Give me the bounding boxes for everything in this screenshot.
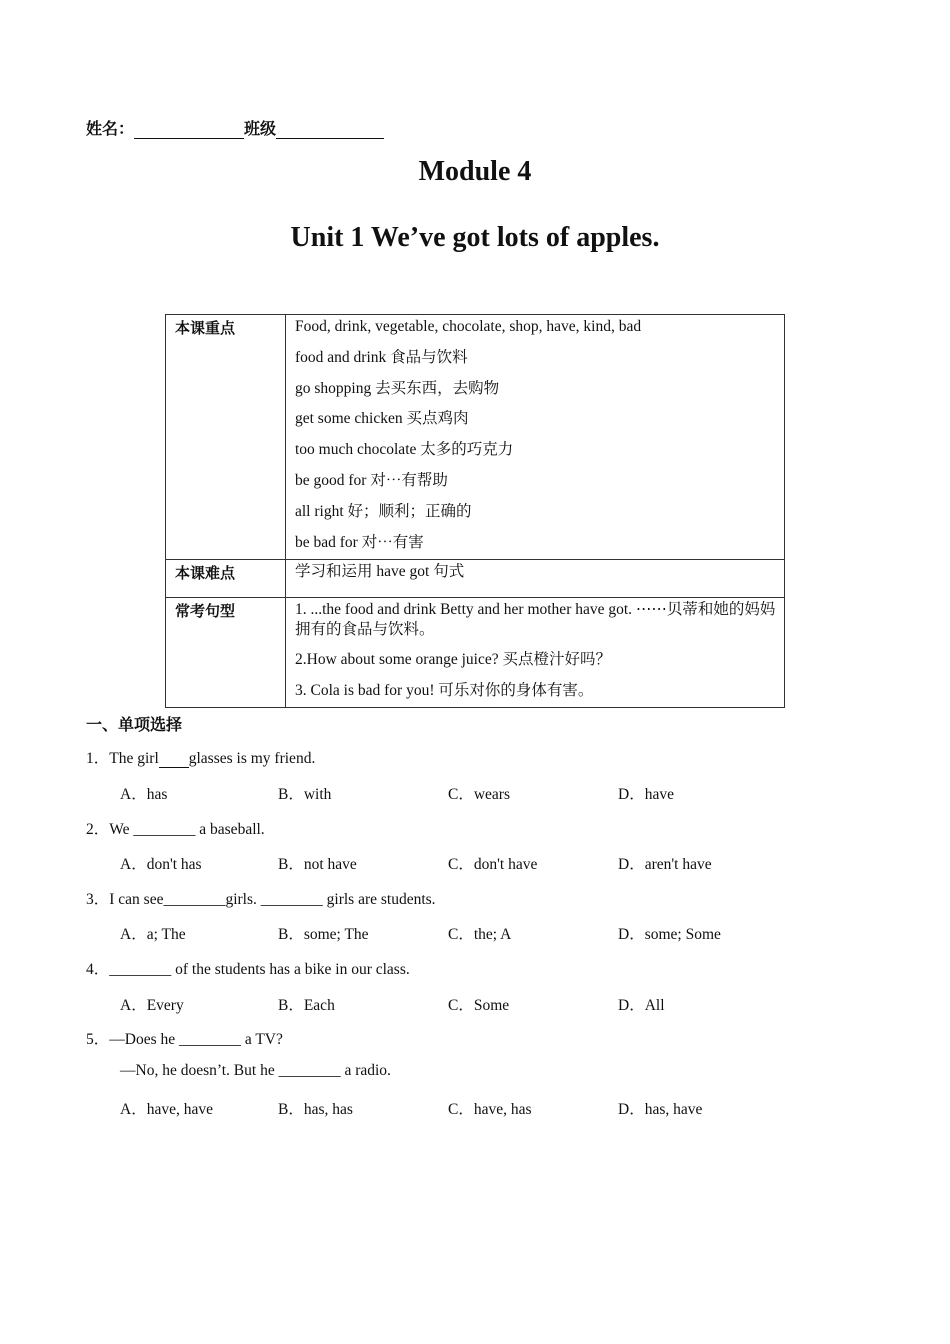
option-a[interactable]: A．don't has <box>120 856 202 873</box>
key-line: too much chocolate 太多的巧克力 <box>295 441 514 459</box>
key-line: be good for 对⋯有帮助 <box>295 471 448 489</box>
question-5: 5．—Does he ________ a TV? <box>86 1031 283 1048</box>
option-c[interactable]: C．Some <box>448 997 510 1014</box>
difficulty-line: 学习和运用 have got 句式 <box>295 562 465 580</box>
key-line: be bad for 对⋯有害 <box>295 533 424 551</box>
lesson-key-table <box>165 314 785 708</box>
option-b[interactable]: B．not have <box>278 856 357 873</box>
difficulty-content <box>286 559 785 597</box>
option-c[interactable]: C．wears <box>448 786 510 803</box>
option-d[interactable]: D．has, have <box>618 1101 703 1118</box>
unit-title: Unit 1 We’ve got lots of apples. <box>290 222 660 253</box>
question-2-options <box>120 852 820 872</box>
class-blank[interactable] <box>276 122 384 139</box>
question-5-reply: —No, he doesn’t. But he ________ a radio. <box>120 1062 391 1079</box>
key-line: food and drink 食品与饮料 <box>295 348 468 366</box>
class-label: 班级 <box>244 119 277 138</box>
table-row-difficulty <box>166 559 785 597</box>
sentence-line: 1. ...the food and drink Betty and her mother have got. ⋯⋯贝蒂和她的妈妈拥有的食品与饮料。 <box>295 600 776 638</box>
question-1-blank[interactable] <box>159 752 189 768</box>
question-1-stem-pre: 1．The girl <box>86 750 159 767</box>
option-a[interactable]: A．a; The <box>120 926 186 943</box>
sentence-line: 2.How about some orange juice? 买点橙汁好吗？ <box>295 651 611 669</box>
section-heading: 一、单项选择 <box>86 715 183 734</box>
key-line: all right 好；顺利；正确的 <box>295 502 472 520</box>
question-1-options <box>120 782 820 802</box>
option-c[interactable]: C．don't have <box>448 856 538 873</box>
name-label: 姓名： <box>86 119 135 138</box>
option-a[interactable]: A．have, have <box>120 1101 213 1118</box>
key-line: Food, drink, vegetable, chocolate, shop, have, kind, bad <box>295 318 642 335</box>
table-row-sentences <box>166 597 785 708</box>
module-title: Module 4 <box>418 156 532 187</box>
option-c[interactable]: C．have, has <box>448 1101 532 1118</box>
key-points-content <box>286 315 785 560</box>
question-5-options <box>120 1097 820 1117</box>
sentences-content <box>286 597 785 708</box>
difficulty-label: 本课难点 <box>166 559 286 597</box>
option-d[interactable]: D．have <box>618 786 674 803</box>
question-2: 2．We ________ a baseball. <box>86 821 265 838</box>
question-4: 4．________ of the students has a bike in our class. <box>86 961 410 978</box>
header-fields <box>86 116 384 139</box>
option-b[interactable]: B．has, has <box>278 1101 353 1118</box>
option-b[interactable]: B．with <box>278 786 332 803</box>
question-4-options <box>120 993 820 1013</box>
key-points-label: 本课重点 <box>166 315 286 560</box>
option-a[interactable]: A．Every <box>120 997 184 1014</box>
question-1-stem-post: glasses is my friend. <box>188 750 316 767</box>
option-d[interactable]: D．aren't have <box>618 856 712 873</box>
key-line: go shopping 去买东西，去购物 <box>295 379 500 397</box>
question-3: 3．I can see________girls. ________ girls are students. <box>86 891 436 908</box>
key-line: get some chicken 买点鸡肉 <box>295 410 469 428</box>
question-1 <box>86 746 315 768</box>
option-b[interactable]: B．some; The <box>278 926 369 943</box>
option-d[interactable]: D．All <box>618 997 665 1014</box>
sentence-line: 3. Cola is bad for you! 可乐对你的身体有害。 <box>295 682 594 700</box>
option-d[interactable]: D．some; Some <box>618 926 721 943</box>
option-b[interactable]: B．Each <box>278 997 335 1014</box>
question-3-options <box>120 922 820 942</box>
sentences-label: 常考句型 <box>166 597 286 708</box>
name-blank[interactable] <box>134 122 244 139</box>
option-c[interactable]: C．the; A <box>448 926 512 943</box>
option-a[interactable]: A．has <box>120 786 168 803</box>
table-row-key-points <box>166 315 785 560</box>
